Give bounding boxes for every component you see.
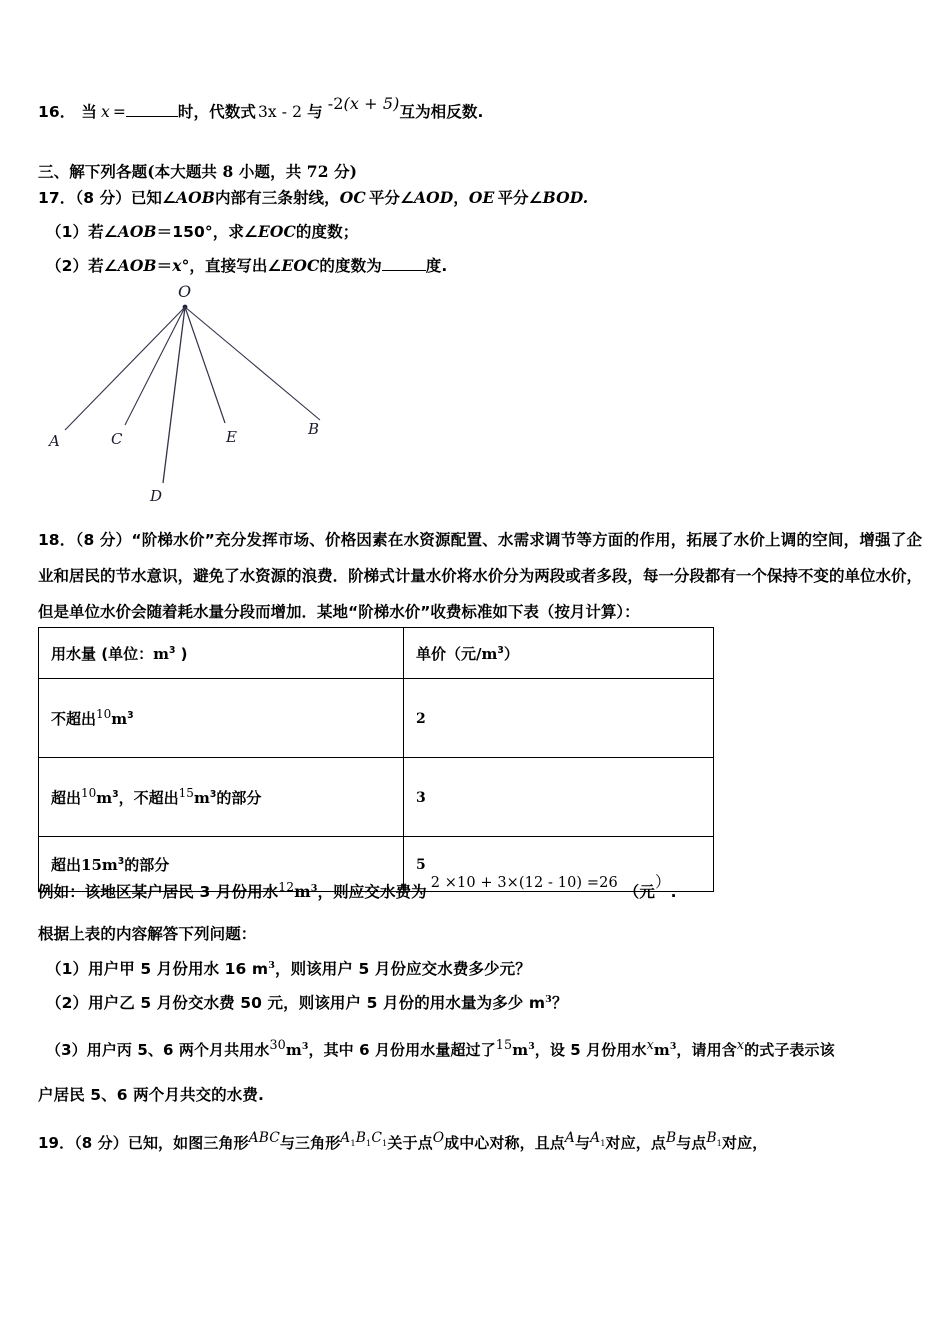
diagram-label-e: E xyxy=(226,428,237,446)
q16-tail: 互为相反数. xyxy=(399,103,484,121)
ray-oc xyxy=(125,307,185,425)
q18-p3-x-1: x xyxy=(646,1038,654,1053)
tier-3-unit: m xyxy=(101,855,118,874)
q18-p2-text: （2）用户乙 5 月份交水费 50 元，则该用户 5 月份的用水量为多少 m xyxy=(46,994,546,1013)
q17-p1-mid: ＝150°，求∠ xyxy=(156,223,258,241)
q19-b1-sub: 1 xyxy=(365,1137,372,1148)
q17-stem-c: 平分∠ xyxy=(368,189,415,207)
diagram-label-d: D xyxy=(150,487,163,505)
q18-p3-sup-1: 3 xyxy=(301,1041,309,1052)
example-paren-open: （元 xyxy=(623,883,655,902)
header-usage-unit: m xyxy=(153,644,169,663)
q17-p1-eoc: EOC xyxy=(257,222,296,241)
q18-p3-unit-3: m xyxy=(653,1041,670,1059)
q19-triangle-a1b1c1 xyxy=(340,1130,387,1146)
tier-1-sup: 3 xyxy=(127,710,134,721)
q17-p2-answer-blank[interactable] xyxy=(382,270,426,271)
q18-p2-sup: 3 xyxy=(545,994,552,1005)
tier-2-num-low: 10 xyxy=(81,786,97,800)
q19-point-o: O xyxy=(432,1130,445,1146)
tier-2-unit-low: m xyxy=(96,789,113,807)
q19-point-b1 xyxy=(706,1130,722,1146)
q17-score: （8 分） xyxy=(75,189,131,207)
table-row xyxy=(39,679,714,758)
q16-conjunction: 与 xyxy=(307,103,323,121)
example-usage-sup: 3 xyxy=(310,883,318,894)
q18-p3-x-2: x xyxy=(736,1038,745,1053)
q17-p2-post: 度. xyxy=(425,257,448,275)
example-usage-num: 12 xyxy=(278,879,295,894)
q17-p1-pre: （1）若∠ xyxy=(46,223,118,241)
question-18-part-3-line-2: 户居民 5、6 两个月共交的水费. xyxy=(38,1086,264,1104)
header-usage-prefix: 用水量 (单位： xyxy=(51,644,154,663)
q19-point-a1 xyxy=(590,1130,605,1146)
q17-angle-bod: BOD xyxy=(542,188,583,207)
q17-stem-a: 已知∠ xyxy=(130,189,177,207)
q16-answer-blank[interactable] xyxy=(126,116,178,117)
q16-expr-1: 3x - 2 xyxy=(257,103,303,121)
q18-p2-tail: ？ xyxy=(551,994,568,1013)
q17-stem-d: ， xyxy=(453,189,469,207)
q18-p3-unit-2: m xyxy=(512,1041,529,1059)
diagram-label-c: C xyxy=(111,430,123,448)
q17-p2-aob: AOB xyxy=(117,256,157,275)
q19-point-a1-letter: A xyxy=(590,1130,601,1146)
q18-p1-text: （1）用户甲 5 月份用水 16 m xyxy=(46,960,269,979)
example-prefix: 例如：该地区某户居民 3 月份用水 xyxy=(38,883,279,902)
q16-expr-2-paren: (x + 5) xyxy=(343,94,400,113)
diagram-label-b: B xyxy=(308,420,320,438)
q18-p3-c: ，设 5 月份用水 xyxy=(534,1041,647,1059)
tier-2-pre: 超出 xyxy=(51,789,82,807)
q17-number: 17． xyxy=(38,189,76,207)
q17-stem-f: . xyxy=(582,188,589,207)
ray-ob xyxy=(185,307,320,420)
tier-1-price xyxy=(404,679,714,758)
question-18-example xyxy=(38,873,677,902)
table-row xyxy=(39,758,714,837)
q19-point-a: A xyxy=(564,1130,575,1146)
header-price-unit: m xyxy=(481,644,498,663)
header-price-prefix: 单价（元/ xyxy=(416,644,482,663)
question-17 xyxy=(38,190,588,207)
q19-a: 已知，如图三角形 xyxy=(127,1134,249,1152)
q19-d: 成中心对称，且点 xyxy=(444,1134,565,1152)
q17-stem-e: 平分∠ xyxy=(497,189,543,207)
q18-p3-b: ，其中 6 月份用水量超过了 xyxy=(308,1041,496,1059)
tier-3-pre: 超出 xyxy=(51,855,82,874)
q17-p1-post: 的度数； xyxy=(295,223,359,241)
q19-e: 与 xyxy=(575,1134,591,1152)
q16-after-blank: 时，代数式 xyxy=(177,103,256,121)
example-end: . xyxy=(670,883,677,902)
q19-point-b1-letter: B xyxy=(706,1130,717,1146)
question-18-prompt: 根据上表的内容解答下列问题： xyxy=(38,925,257,943)
q18-p3-e: 的式子表示该 xyxy=(744,1041,835,1059)
q17-p2-x: x xyxy=(172,256,182,275)
q18-p3-total: 30 xyxy=(269,1038,286,1053)
water-price-table xyxy=(38,627,714,892)
q18-body: “阶梯水价”充分发挥市场、价格因素在水资源配置、水需求调节等方面的作用，拓展了水价上调的空间，增强了企业和居民的节水意识，避免了水资源的浪费．阶梯式计量水价将水价分为两段或者多段，每一分段都有一个保持不变的单位水价，但是单位水价会随着耗水量分段而增加．某地“阶梯水价”收费标准如下表（按月计算）： xyxy=(38,531,922,621)
question-18-stem xyxy=(38,522,922,630)
table-header-price xyxy=(404,628,714,679)
example-mid: ，则应交水费为 xyxy=(317,883,427,902)
question-18-part-2 xyxy=(46,995,568,1012)
q18-p3-threshold: 15 xyxy=(495,1038,513,1053)
q18-p1-tail: ，则该用户 5 月份应交水费多少元？ xyxy=(274,960,531,979)
q16-var: x xyxy=(100,103,110,121)
example-usage-unit: m xyxy=(294,882,311,902)
tier-1-unit: m xyxy=(111,710,128,728)
q18-number: 18． xyxy=(38,531,76,549)
table-header-row xyxy=(39,628,714,679)
q18-p1-sup: 3 xyxy=(268,960,275,971)
question-16 xyxy=(38,94,484,121)
table-header-usage xyxy=(39,628,404,679)
example-formula: 2 ×10 + 3×(12 - 10) =26 xyxy=(430,875,618,892)
tier-1-range xyxy=(39,679,404,758)
tier-2-num-high: 15 xyxy=(178,786,194,800)
tier-2-price-value: 3 xyxy=(416,790,426,806)
angle-rays-svg xyxy=(30,282,370,512)
question-18-part-3-line-1 xyxy=(46,1040,835,1058)
tier-2-post: 的部分 xyxy=(216,789,262,807)
tier-3-post: 的部分 xyxy=(124,855,170,874)
q17-ray-oc: OC xyxy=(339,188,366,207)
q16-lead: 当 xyxy=(81,103,97,121)
question-17-part-2 xyxy=(46,258,447,275)
q16-equals: = xyxy=(112,103,126,121)
question-17-part-1 xyxy=(46,224,358,241)
question-19 xyxy=(38,1132,767,1151)
q18-p3-a: （3）用户丙 5、6 两个月共用水 xyxy=(46,1041,270,1059)
header-price-sup: 3 xyxy=(497,644,504,656)
ray-oa xyxy=(65,307,185,430)
section-heading: 三、解下列各题(本大题共 8 小题，共 72 分) xyxy=(38,162,358,181)
tier-2-price xyxy=(404,758,714,837)
header-price-suffix: ） xyxy=(503,644,519,663)
tier-1-num: 10 xyxy=(96,707,112,721)
q18-score: （8 分） xyxy=(75,531,132,549)
q18-p3-d: ，请用含 xyxy=(676,1041,737,1059)
q17-angle-aod: AOD xyxy=(414,188,454,207)
q19-point-b: B xyxy=(665,1130,677,1146)
tier-1-price-value: 2 xyxy=(416,711,426,727)
q17-p2-deg: °，直接写出∠ xyxy=(181,257,282,275)
q17-stem-b: 内部有三条射线， xyxy=(214,189,340,207)
tier-3-price-value: 5 xyxy=(416,857,426,873)
q16-expr-2-coef: 2 xyxy=(333,94,344,113)
tier-1-pre: 不超出 xyxy=(51,710,97,728)
header-usage-sup: 3 xyxy=(168,644,176,656)
q19-c: 关于点 xyxy=(387,1134,433,1152)
question-18-part-1 xyxy=(46,961,531,978)
tier-2-unit-high: m xyxy=(193,789,210,807)
tier-2-sup-high: 3 xyxy=(209,789,217,800)
q19-b1-letter: B xyxy=(355,1130,366,1146)
q19-h: 对应， xyxy=(722,1134,768,1152)
q16-expr-2-sign: - xyxy=(327,94,334,113)
q19-point-a1-sub: 1 xyxy=(600,1137,606,1148)
ray-od xyxy=(163,307,185,483)
q19-score: （8 分） xyxy=(74,1134,128,1152)
q18-p3-sup-2: 3 xyxy=(528,1041,535,1052)
diagram-label-o: O xyxy=(178,282,192,301)
angle-rays-diagram xyxy=(30,282,370,512)
q17-angle-aob: AOB xyxy=(176,188,215,207)
q18-p3-sup-3: 3 xyxy=(669,1041,677,1052)
q17-p2-eoc: EOC xyxy=(281,256,320,275)
q19-b: 与三角形 xyxy=(279,1134,341,1152)
q16-expr-2 xyxy=(328,94,400,113)
q19-g: 与点 xyxy=(676,1134,707,1152)
q19-c1-letter: C xyxy=(371,1130,383,1146)
tier-2-range xyxy=(39,758,404,837)
q19-c1-sub: 1 xyxy=(382,1137,388,1148)
q17-p2-mid: 的度数为 xyxy=(319,257,382,275)
tier-2-sup-low: 3 xyxy=(112,789,119,800)
tier-3-num: 15 xyxy=(81,855,102,874)
tier-2-mid: ，不超出 xyxy=(118,789,179,807)
q19-triangle-abc: ABC xyxy=(248,1130,280,1146)
q17-ray-oe: OE xyxy=(468,188,495,207)
q18-p3-unit-1: m xyxy=(285,1041,302,1059)
tier-3-sup: 3 xyxy=(117,855,125,867)
q19-number: 19． xyxy=(38,1134,75,1152)
q17-p2-pre: （2）若∠ xyxy=(46,257,118,275)
q19-point-b1-sub: 1 xyxy=(716,1137,723,1148)
q17-p2-eq: ＝ xyxy=(156,257,173,275)
q19-f: 对应，点 xyxy=(605,1134,666,1152)
q16-number: 16． xyxy=(38,103,76,121)
q19-a1-letter: A xyxy=(340,1130,351,1146)
q17-p1-aob: AOB xyxy=(117,222,157,241)
q19-a1-sub: 1 xyxy=(350,1137,356,1148)
example-paren-close: ） xyxy=(654,873,671,892)
header-usage-suffix: ) xyxy=(175,644,188,663)
diagram-label-a: A xyxy=(49,432,60,450)
